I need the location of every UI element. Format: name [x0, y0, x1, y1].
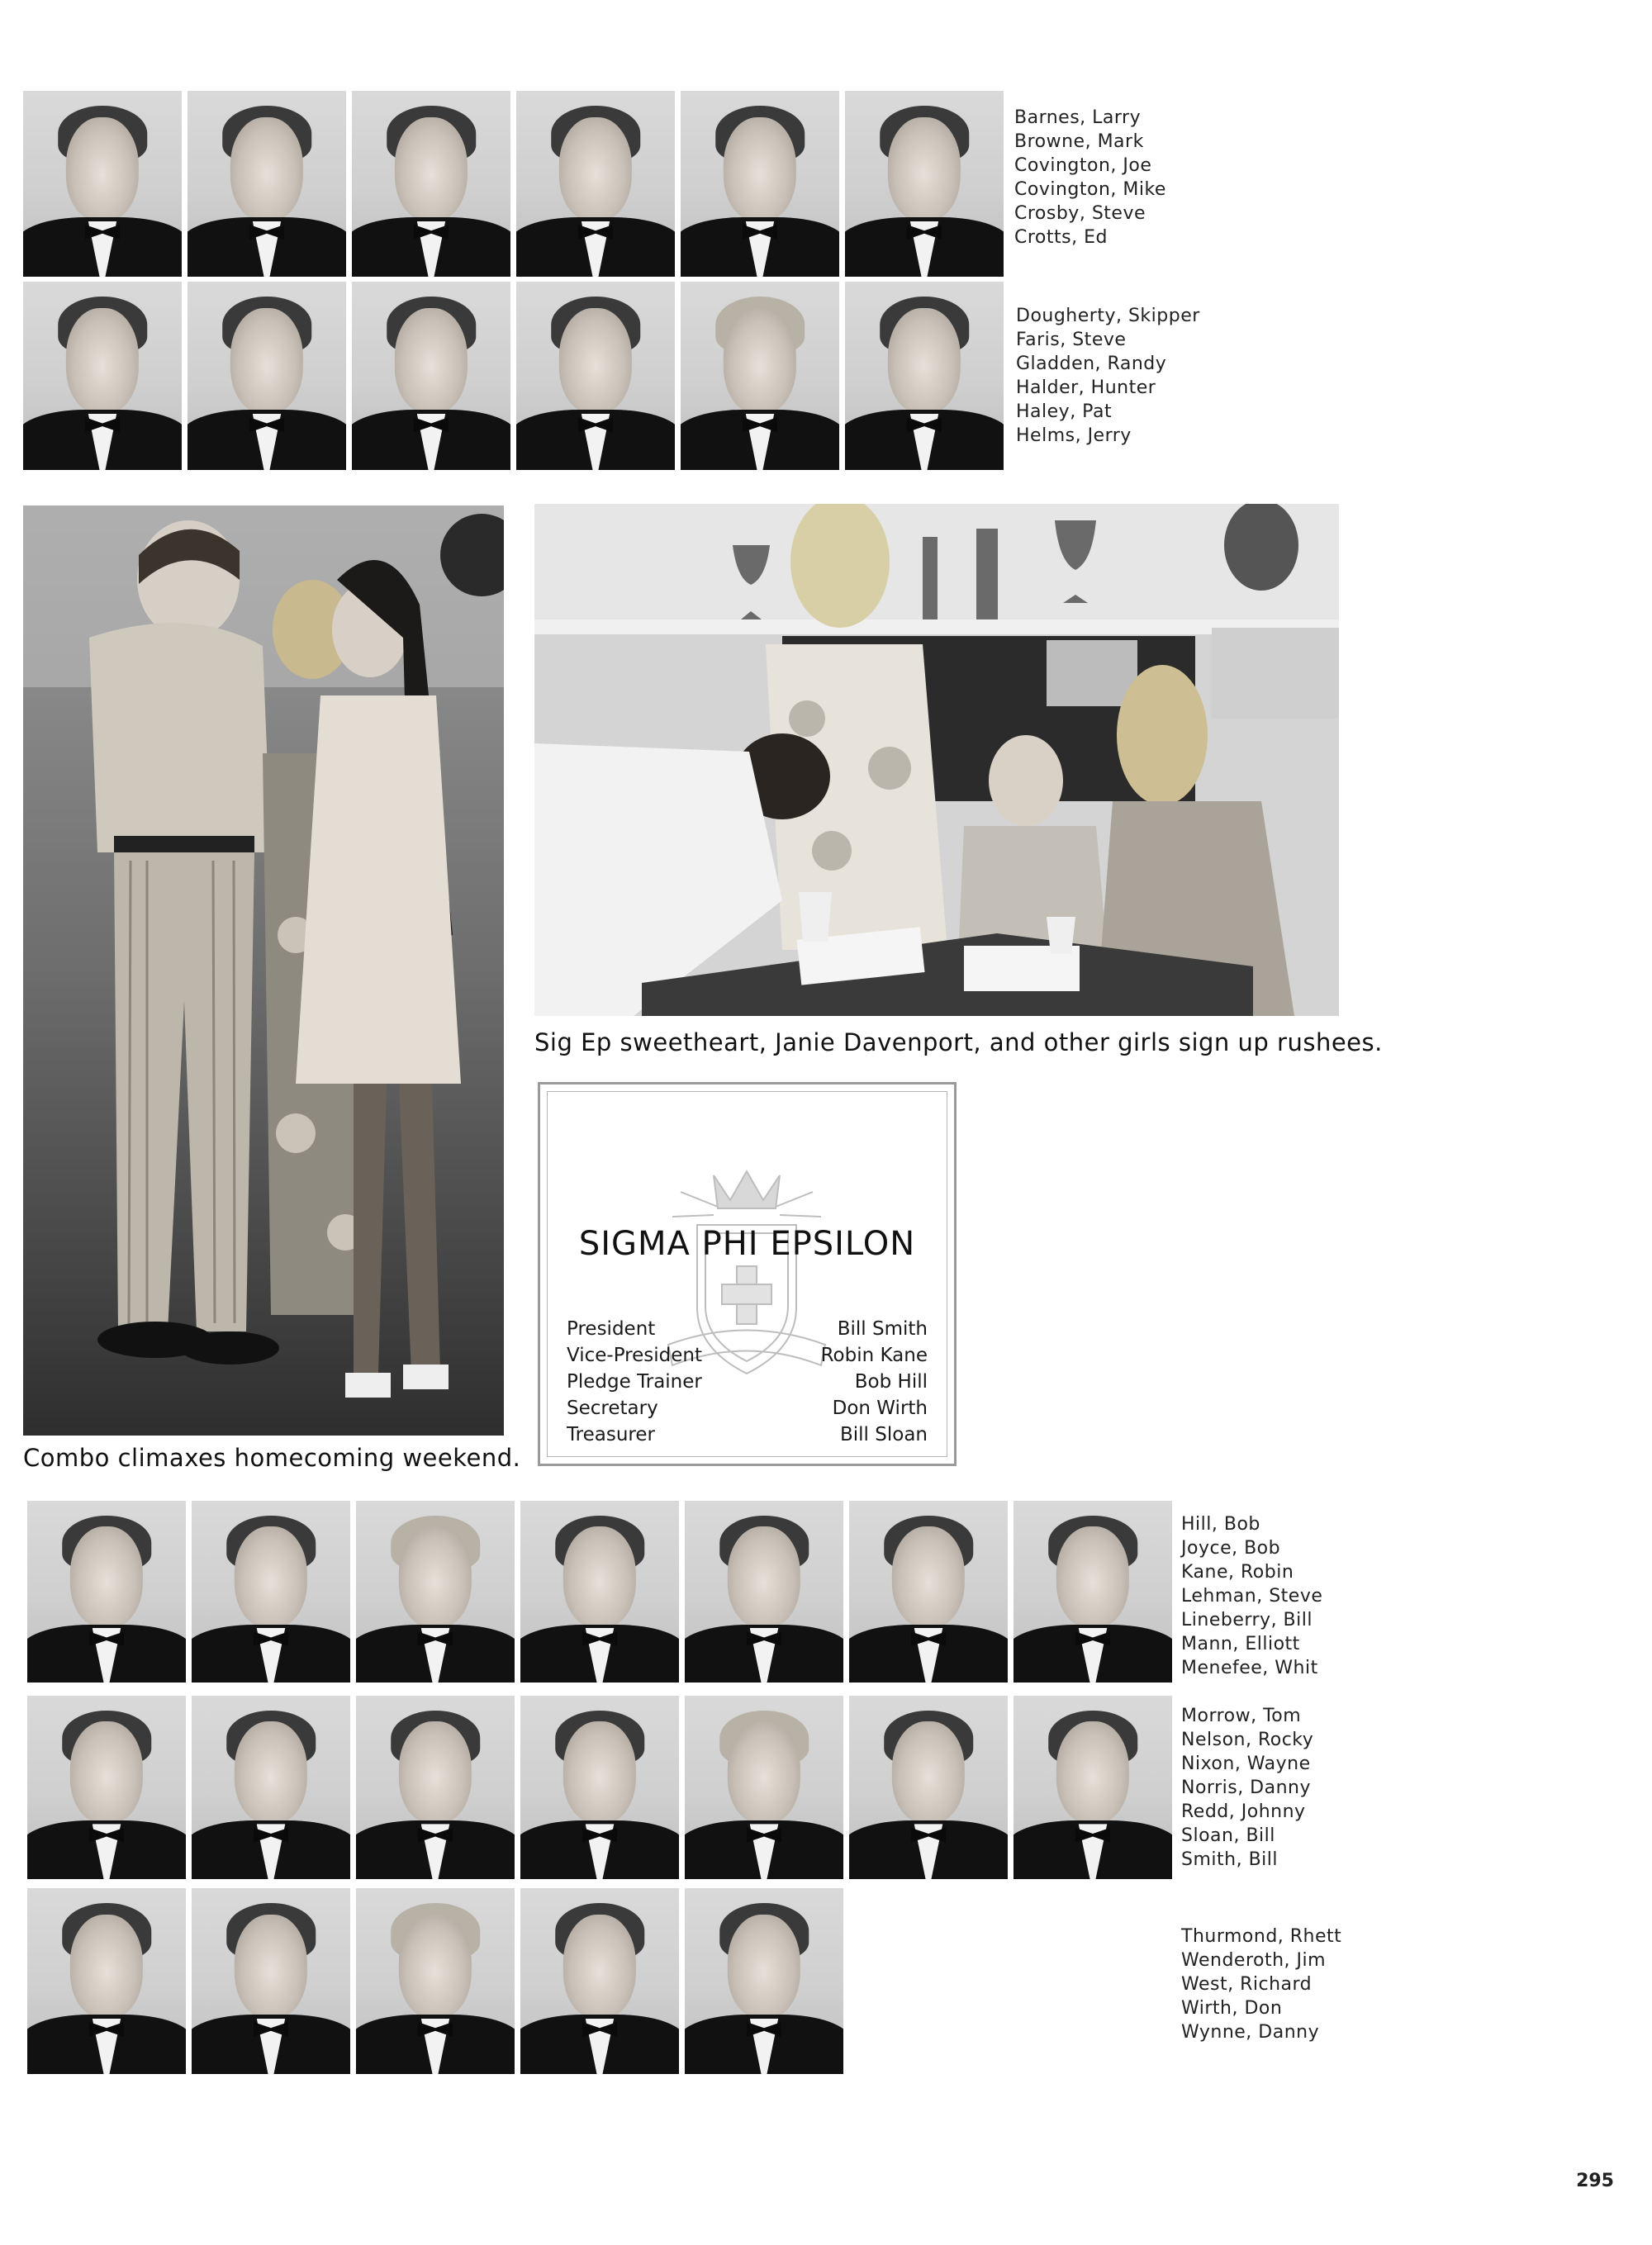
officer-row: [567, 1422, 928, 1448]
portrait: [352, 282, 510, 470]
portrait: [192, 1501, 350, 1683]
portrait: [681, 91, 839, 277]
party-photo: [23, 505, 504, 1436]
portrait: [1014, 1696, 1172, 1879]
portrait-row-2: [23, 282, 1004, 470]
name: West, Richard: [1181, 1974, 1313, 1995]
name: Barnes, Larry: [1014, 107, 1142, 128]
name: Redd, Johnny: [1181, 1801, 1306, 1822]
portrait-row-4: [27, 1696, 1172, 1879]
officer-row: [567, 1342, 928, 1369]
portrait: [520, 1501, 679, 1683]
rush-photo: [534, 504, 1339, 1016]
officer-name: Don Wirth: [832, 1398, 928, 1419]
portrait: [520, 1888, 679, 2074]
portrait: [188, 282, 346, 470]
name-list-row-1: [1014, 106, 1166, 249]
name: Thurmond, Rhett: [1181, 1926, 1342, 1947]
name: Crotts, Ed: [1014, 227, 1108, 248]
name: Covington, Joe: [1014, 155, 1152, 176]
rush-photo-caption: Sig Ep sweetheart, Janie Davenport, and other girls sign up rushees.: [534, 1028, 1383, 1056]
portrait: [352, 91, 510, 277]
name: Norris, Danny: [1181, 1777, 1312, 1798]
portrait-row-3: [27, 1501, 1172, 1683]
name: Crosby, Steve: [1014, 203, 1146, 224]
name: Gladden, Randy: [1016, 354, 1167, 374]
officer-name: Robin Kane: [820, 1345, 928, 1366]
party-photo-caption: Combo climaxes homecoming weekend.: [23, 1444, 521, 1472]
page-number: 295: [1576, 2171, 1614, 2191]
name: Smith, Bill: [1181, 1849, 1278, 1870]
name: Sloan, Bill: [1181, 1825, 1275, 1846]
portrait: [685, 1696, 843, 1879]
portrait: [849, 1696, 1008, 1879]
fraternity-title: SIGMA PHI EPSILON: [578, 1225, 916, 1263]
name: Covington, Mike: [1014, 179, 1166, 200]
officer-role: Pledge Trainer: [567, 1371, 702, 1393]
name: Dougherty, Skipper: [1016, 306, 1200, 326]
name: Hill, Bob: [1181, 1514, 1260, 1535]
portrait: [516, 282, 675, 470]
officer-row: [567, 1395, 928, 1422]
name: Nelson, Rocky: [1181, 1730, 1314, 1750]
portrait: [685, 1501, 843, 1683]
name: Helms, Jerry: [1016, 425, 1132, 446]
name: Lineberry, Bill: [1181, 1610, 1313, 1630]
party-photo-illustration: [23, 505, 504, 1436]
portrait: [356, 1501, 515, 1683]
portrait-row-1: [23, 91, 1004, 277]
name: Mann, Elliott: [1181, 1634, 1300, 1654]
officer-row: [567, 1369, 928, 1395]
portrait: [27, 1696, 186, 1879]
officer-role: Secretary: [567, 1398, 658, 1419]
officer-role: President: [567, 1318, 656, 1340]
portrait: [356, 1696, 515, 1879]
portrait: [27, 1501, 186, 1683]
name-list-row-2: [1016, 304, 1200, 448]
portrait-row-5: [27, 1888, 843, 2074]
officer-name: Bob Hill: [854, 1371, 928, 1393]
portrait: [1014, 1501, 1172, 1683]
portrait: [520, 1696, 679, 1879]
name: Halder, Hunter: [1016, 377, 1156, 398]
name: Lehman, Steve: [1181, 1586, 1323, 1607]
portrait: [188, 91, 346, 277]
name: Joyce, Bob: [1181, 1538, 1281, 1559]
portrait: [23, 282, 182, 470]
name-list-row-5: [1181, 1925, 1341, 2044]
officer-list: [567, 1316, 928, 1448]
officer-name: Bill Sloan: [840, 1424, 928, 1445]
portrait: [192, 1888, 350, 2074]
portrait: [516, 91, 675, 277]
officer-crest-box: [538, 1082, 957, 1466]
name: Nixon, Wayne: [1181, 1754, 1311, 1774]
name: Faris, Steve: [1016, 330, 1127, 350]
name: Morrow, Tom: [1181, 1706, 1302, 1726]
portrait: [23, 91, 182, 277]
portrait: [845, 91, 1004, 277]
name-list-row-4: [1181, 1704, 1313, 1872]
name: Wenderoth, Jim: [1181, 1950, 1327, 1971]
portrait: [192, 1696, 350, 1879]
portrait: [681, 282, 839, 470]
officer-name: Bill Smith: [837, 1318, 928, 1340]
name: Haley, Pat: [1016, 401, 1113, 422]
portrait: [685, 1888, 843, 2074]
rush-photo-illustration: [534, 504, 1339, 1016]
officer-row: [567, 1316, 928, 1342]
portrait: [849, 1501, 1008, 1683]
portrait: [356, 1888, 515, 2074]
name: Wynne, Danny: [1181, 2022, 1320, 2043]
portrait: [27, 1888, 186, 2074]
officer-role: Treasurer: [567, 1424, 655, 1445]
name-list-row-3: [1181, 1512, 1322, 1680]
name: Wirth, Don: [1181, 1998, 1283, 2019]
officer-role: Vice-President: [567, 1345, 702, 1366]
name: Menefee, Whit: [1181, 1658, 1318, 1678]
name: Browne, Mark: [1014, 131, 1144, 152]
portrait: [845, 282, 1004, 470]
name: Kane, Robin: [1181, 1562, 1294, 1583]
